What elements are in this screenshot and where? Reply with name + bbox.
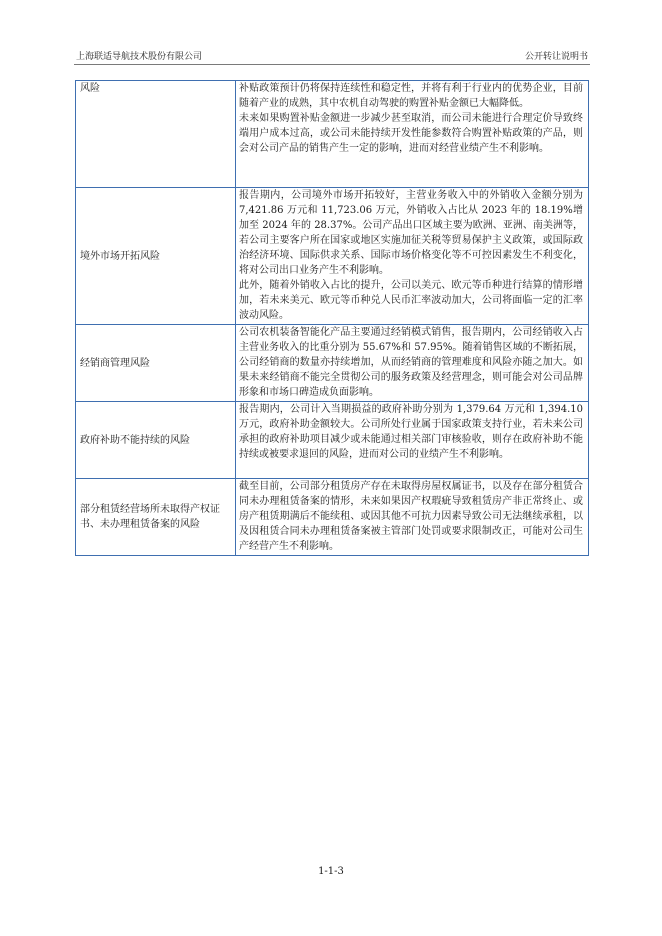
page-footer xyxy=(0,866,662,877)
risk-name-cell xyxy=(76,81,236,188)
table-row xyxy=(76,188,589,325)
company-name: 上海联适导航技术股份有限公司 xyxy=(76,52,203,62)
risk-name: 部分租赁经营场所未取得产权证书、未办理租赁备案的风险 xyxy=(80,504,220,530)
risk-paragraph: 报告期内，公司计入当期损益的政府补助分别为 1,379.64 万元和 1,394.10 万元，政府补助金额较大。公司所处行业属于国家政策支持行业，若未来公司承担的政府补助项目减少或未能通过相关部门审核验收，则存在政府补助不能持续或被要求退回的风险，进而对公司的业绩产生不利影响。 xyxy=(239,404,583,460)
risk-description-cell xyxy=(236,479,589,556)
risk-name: 经销商管理风险 xyxy=(80,357,150,369)
table-row xyxy=(76,325,589,402)
risk-description-cell xyxy=(236,402,589,479)
risk-name: 政府补助不能持续的风险 xyxy=(80,434,190,446)
table-row xyxy=(76,81,589,188)
risk-name: 境外市场开拓风险 xyxy=(80,250,160,262)
table-row xyxy=(76,479,589,556)
risk-name: 风险 xyxy=(80,83,100,94)
risk-name-cell xyxy=(76,479,236,556)
risk-paragraph: 补贴政策预计仍将保持连续性和稳定性，并将有利于行业内的优势企业，目前随着产业的成熟，其中农机自动驾驶的购置补贴金额已大幅降低。 xyxy=(239,83,583,109)
risk-paragraph: 截至目前，公司部分租赁房产存在未取得房屋权属证书，以及存在部分租赁合同未办理租赁备案的情形，未来如果因产权瑕疵导致租赁房产非正常终止、或房产租赁期满后不能续租、或因其他不可抗力因素导致公司无法继续承租，以及因租赁合同未办理租赁备案被主管部门处罚或要求限制改正，可能对公司生产经营产生不利影响。 xyxy=(239,481,583,552)
risk-paragraph: 此外，随着外销收入占比的提升，公司以美元、欧元等币种进行结算的情形增加，若未来美元、欧元等币种兑人民币汇率波动加大，公司将面临一定的汇率波动风险。 xyxy=(239,280,583,321)
document-type: 公开转让说明书 xyxy=(524,52,588,62)
table-row xyxy=(76,402,589,479)
risk-description-cell xyxy=(236,81,589,188)
risk-name-cell xyxy=(76,188,236,325)
risk-name-cell xyxy=(76,402,236,479)
risk-table xyxy=(75,80,589,556)
risk-description-cell xyxy=(236,188,589,325)
risk-name-cell xyxy=(76,325,236,402)
page-number: 1-1-3 xyxy=(318,866,344,877)
risk-paragraph: 未来如果购置补贴金额进一步减少甚至取消，而公司未能进行合理定价导致终端用户成本过高，或公司未能持续开发性能参数符合购置补贴政策的产品，则会对公司产品的销售产生一定的影响，进而对经营业绩产生不利影响。 xyxy=(239,113,583,154)
risk-description-cell xyxy=(236,325,589,402)
page-header xyxy=(74,44,590,65)
risk-paragraph: 公司农机装备智能化产品主要通过经销模式销售，报告期内，公司经销收入占主营业务收入的比重分别为 55.67%和 57.95%。随着销售区域的不断拓展，公司经销商的数量亦持续增加，从而经销商的管理难度和风险亦随之加大。如果未来经销商不能完全贯彻公司的服务政策及经营理念，则可能会对公司品牌形象和市场口碑造成负面影响。 xyxy=(239,327,583,398)
risk-paragraph: 报告期内，公司境外市场开拓较好，主营业务收入中的外销收入金额分别为 7,421.86 万元和 11,723.06 万元，外销收入占比从 2023 年的 18.19%增加至 2024 年的 28.37%。公司产品出口区域主要为欧洲、亚洲、南美洲等，若公司主要客户所在国家或地区实施加征关税等贸易保护主义政策，或国际政治经济环境、国际供求关系、国际市场价格变化等不可控因素发生不利变化，将对公司出口业务产生不利影响。 xyxy=(239,190,583,276)
